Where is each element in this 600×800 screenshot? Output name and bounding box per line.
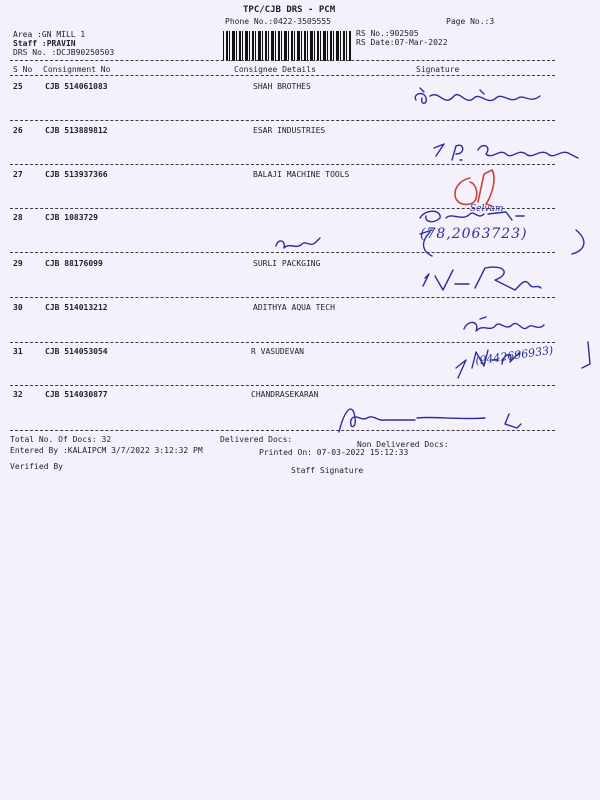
- verified-by: Verified By: [10, 462, 63, 471]
- signature-row-29-icon: [415, 262, 555, 296]
- area-label: Area :GN MILL 1: [13, 30, 86, 39]
- row-consignment: CJB 514053054: [45, 347, 108, 356]
- column-header-signature: Signature: [416, 65, 460, 74]
- delivered-docs: Delivered Docs:: [220, 435, 293, 444]
- row-consignment: CJB 513937366: [45, 170, 108, 179]
- table-row: [0, 126, 600, 138]
- column-header-consignment: Consignment No: [43, 65, 111, 74]
- table-row: [0, 303, 600, 315]
- barcode: [223, 31, 351, 61]
- printed-on: Printed On: 07-03-2022 15:12:33: [259, 448, 409, 457]
- staff-label: Staff :PRAVIN: [13, 39, 76, 48]
- document-title: TPC/CJB DRS - PCM: [243, 5, 336, 15]
- row-sno: 30: [13, 303, 23, 312]
- signature-row-28-note-icon: [272, 234, 332, 254]
- row-sno: 28: [13, 213, 23, 222]
- signature-row-26-icon: [430, 138, 590, 172]
- page-number: Page No.:3: [446, 17, 495, 26]
- row-sno: 25: [13, 82, 23, 91]
- row-consignment: CJB 513889812: [45, 126, 108, 135]
- staff-signature: Staff Signature: [291, 466, 364, 475]
- row-sno: 26: [13, 126, 23, 135]
- drs-number: DRS No. :DCJB90250503: [13, 48, 115, 57]
- row-consignment: CJB 514013212: [45, 303, 108, 312]
- row-divider: [10, 120, 555, 121]
- column-header-sno: S No: [13, 65, 33, 74]
- row-consignee: CHANDRASEKARAN: [251, 390, 319, 399]
- divider: [10, 75, 555, 76]
- signature-row-25-icon: [410, 86, 550, 116]
- signature-row-28-phone: (78,2063723): [420, 226, 528, 242]
- phone-number: Phone No.:0422-3505555: [225, 17, 331, 26]
- divider: [10, 60, 555, 61]
- non-delivered-docs: Non Delivered Docs:: [357, 440, 449, 449]
- row-sno: 31: [13, 347, 23, 356]
- entered-by: Entered By :KALAIPCM 3/7/2022 3:12:32 PM: [10, 446, 203, 455]
- row-sno: 27: [13, 170, 23, 179]
- row-consignment: CJB 514061083: [45, 82, 108, 91]
- row-sno: 29: [13, 259, 23, 268]
- row-consignee: R VASUDEVAN: [251, 347, 304, 356]
- row-consignment: CJB 1083729: [45, 213, 98, 222]
- rs-date: RS Date:07-Mar-2022: [356, 38, 448, 47]
- signature-row-30-icon: [460, 315, 550, 339]
- row-consignee: BALAJI MACHINE TOOLS: [253, 170, 350, 179]
- signature-row-28-name: Selvam: [470, 204, 504, 214]
- row-consignee: ADITHYA AQUA TECH: [253, 303, 335, 312]
- row-consignment: CJB 88176099: [45, 259, 103, 268]
- rs-number: RS No.:902505: [356, 29, 419, 38]
- row-consignee: ESAR INDUSTRIES: [253, 126, 326, 135]
- signature-row-31-icon: [450, 338, 600, 388]
- column-header-consignee: Consignee Details: [234, 65, 316, 74]
- row-consignee: SURLI PACKGING: [253, 259, 321, 268]
- signature-row-32-icon: [335, 398, 555, 438]
- row-sno: 32: [13, 390, 23, 399]
- row-consignee: SHAH BROTHES: [253, 82, 311, 91]
- signature-row-31-phone: (9442696933): [474, 343, 555, 368]
- row-consignment: CJB 514030877: [45, 390, 108, 399]
- row-divider: [10, 297, 555, 298]
- total-docs: Total No. Of Docs: 32: [10, 435, 112, 444]
